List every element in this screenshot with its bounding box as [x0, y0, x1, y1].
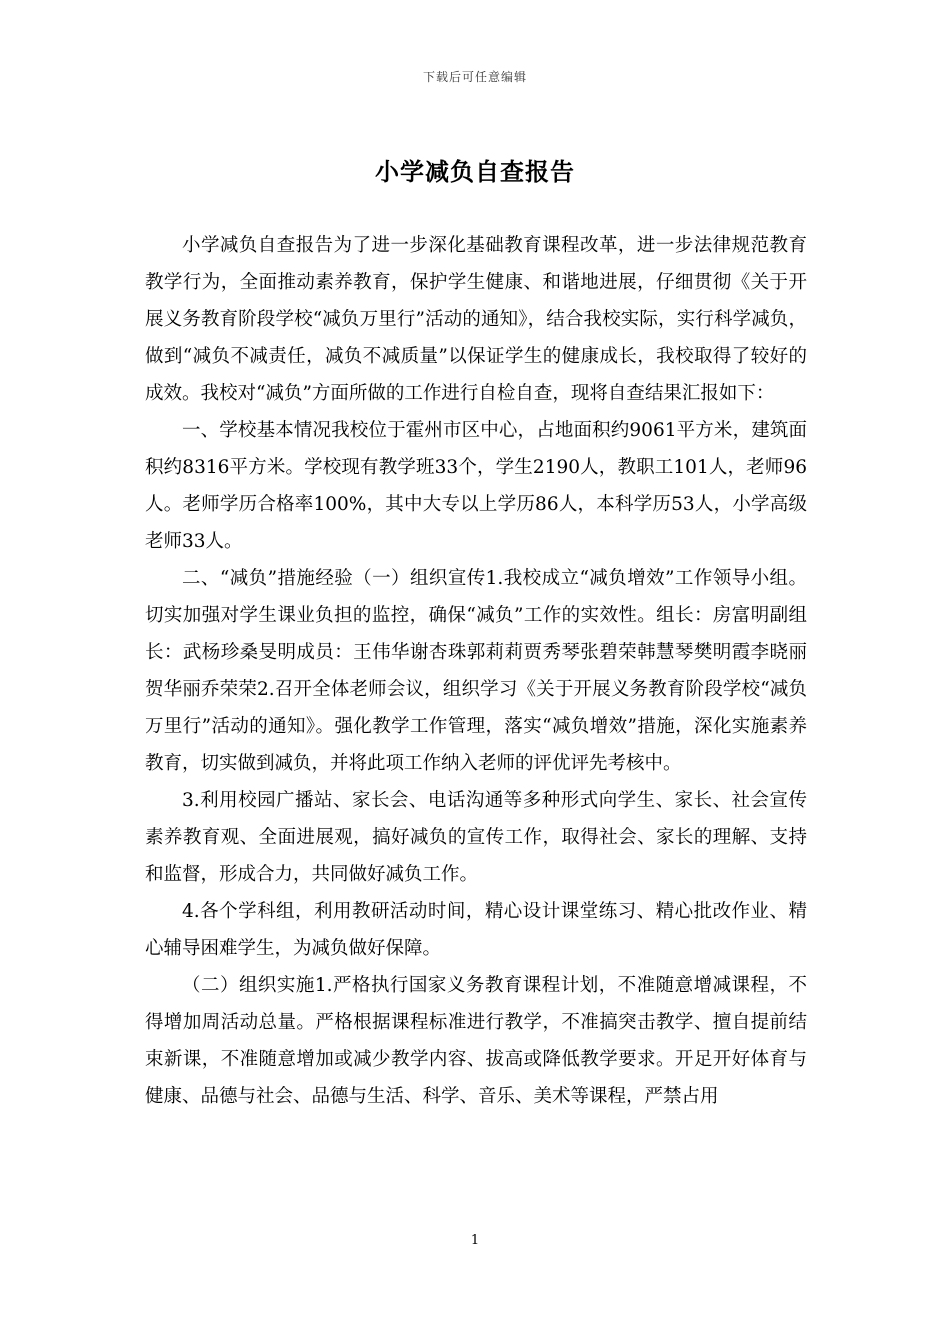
paragraph-subject-groups: 4.各个学科组，利用教研活动时间，精心设计课堂练习、精心批改作业、精心辅导困难学生，为减负做好保障。 [145, 901, 807, 959]
paragraph-implementation: （二）组织实施1.严格执行国家义务教育课程计划，不准随意增减课程，不得增加周活动总量。严格根据课程标准进行教学，不准搞突击教学、擅自提前结束新课，不准随意增加或减少教学内容、拔高或降低教学要求。开足开好体育与健康、品德与社会、品德与生活、科学、音乐、美术等课程，严禁占用 [145, 975, 807, 1107]
document-title: 小学减负自查报告 [375, 158, 575, 186]
document-body [145, 227, 807, 1115]
paragraph-school-info: 一、学校基本情况我校位于霍州市区中心，占地面积约9061平方米，建筑面积约8316平方米。学校现有教学班33个，学生2190人，教职工101人，老师96人。老师学历合格率100%，其中大专以上学历86人，本科学历53人，小学高级老师33人。 [145, 420, 807, 552]
page-number: 1 [470, 1233, 480, 1248]
page-header-note: 下载后可任意编辑 [422, 70, 527, 84]
paragraph-measures: 二、“减负”措施经验（一）组织宣传1.我校成立“减负增效”工作领导小组。切实加强对学生课业负担的监控，确保“减负”工作的实效性。组长：房富明副组长：武杨珍桑旻明成员：王伟华谢杏珠郭莉莉贾秀琴张碧荣韩慧琴樊明霞李晓丽贺华丽乔荣荣2.召开全体老师会议，组织学习《关于开展义务教育阶段学校“减负万里行”活动的通知》。强化教学工作管理，落实“减负增效”措施，深化实施素养教育，切实做到减负，并将此项工作纳入老师的评优评先考核中。 [145, 568, 807, 774]
paragraph-intro: 小学减负自查报告为了进一步深化基础教育课程改革，进一步法律规范教育教学行为，全面推动素养教育，保护学生健康、和谐地进展，仔细贯彻《关于开展义务教育阶段学校“减负万里行”活动的通知》，结合我校实际，实行科学减负，做到“减负不减责任，减负不减质量”以保证学生的健康成长，我校取得了较好的成效。我校对“减负”方面所做的工作进行自检自查，现将自查结果汇报如下： [145, 235, 807, 404]
paragraph-publicity: 3.利用校园广播站、家长会、电话沟通等多种形式向学生、家长、社会宣传素养教育观、全面进展观，搞好减负的宣传工作，取得社会、家长的理解、支持和监督，形成合力，共同做好减负工作。 [145, 790, 807, 885]
